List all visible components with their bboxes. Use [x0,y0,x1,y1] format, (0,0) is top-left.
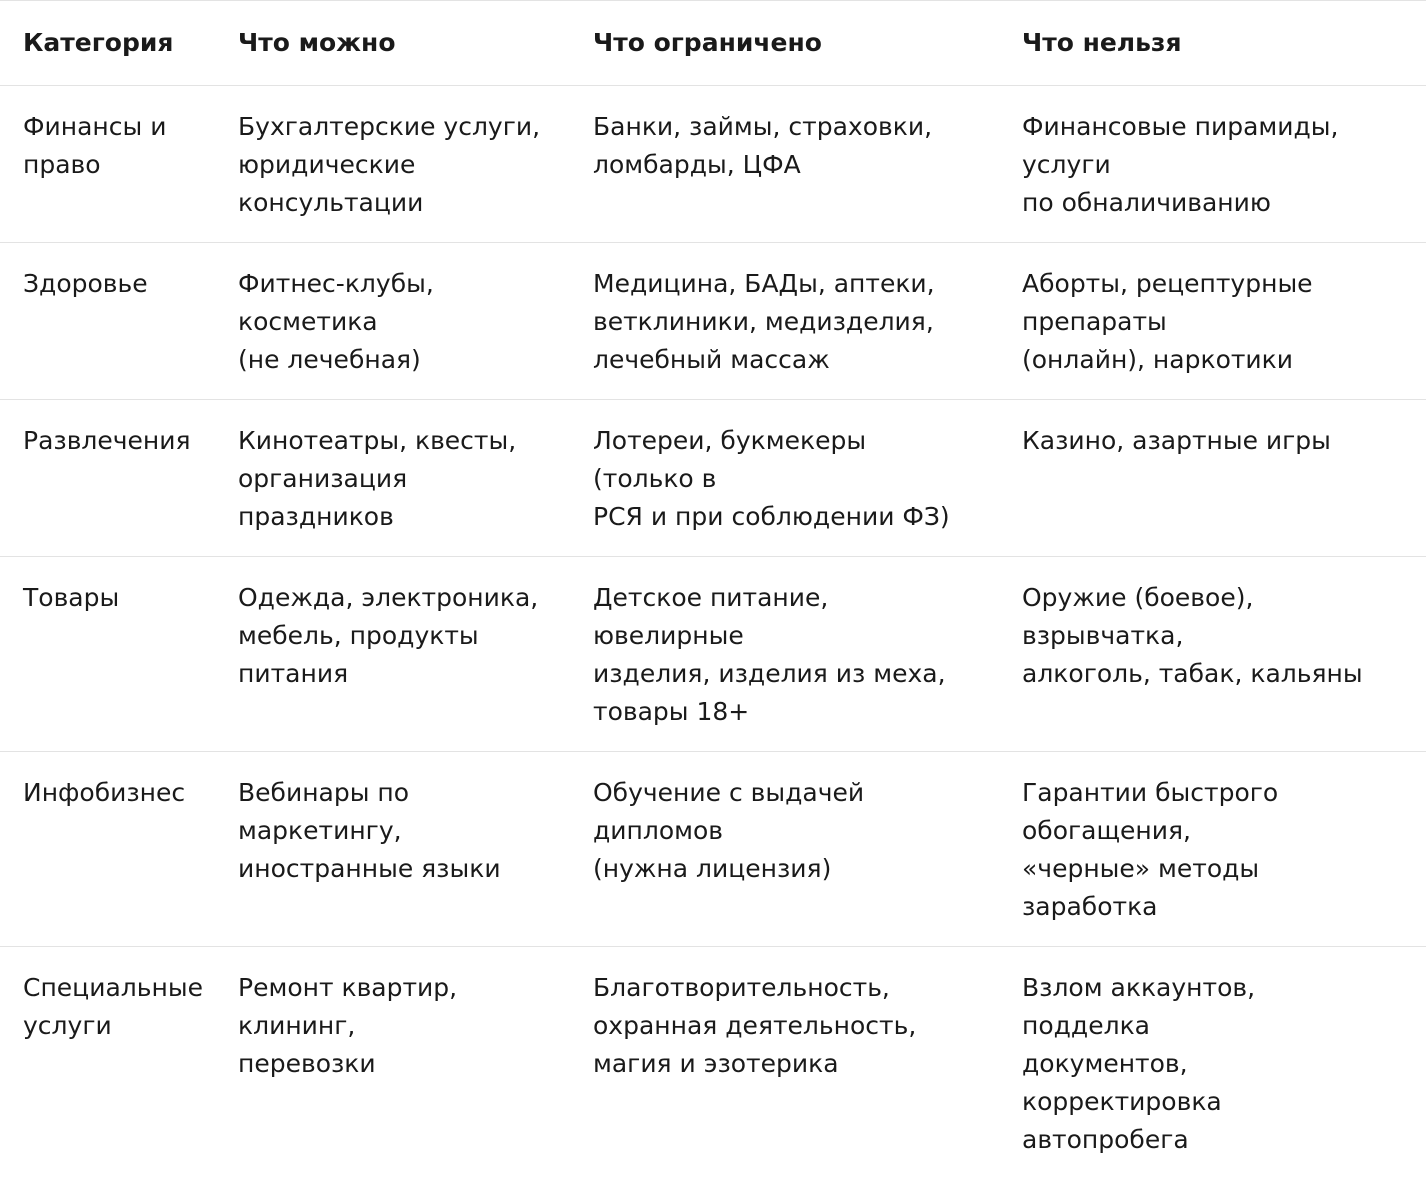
cell-text-line: Товары [23,582,120,612]
cell-allowed [238,946,593,1179]
cell-text-line: Специальные [23,972,203,1002]
cell-forbidden [1022,751,1426,946]
cell-text-line: Бухгалтерские услуги, [238,111,541,141]
cell-text-line: препараты [1022,306,1167,336]
cell-text-line: услуги [1022,149,1111,179]
cell-text-line: подделка [1022,1010,1150,1040]
cell-text-line: автопробега [1022,1124,1189,1154]
cell-category [0,556,238,751]
cell-text-line: по обналичиванию [1022,187,1271,217]
cell-text-line: (нужна лицензия) [593,853,832,883]
cell-text-line: Аборты, рецептурные [1022,268,1313,298]
header-category: Категория [23,28,174,57]
cell-text-line: услуги [23,1010,112,1040]
cell-text-line: дипломов [593,815,724,845]
cell-forbidden [1022,85,1426,242]
cell-text-line: Казино, азартные игры [1022,425,1331,455]
cell-forbidden [1022,556,1426,751]
cell-text-line: Финансовые пирамиды, [1022,111,1339,141]
cell-text-line: Детское питание, [593,582,829,612]
cell-allowed [238,751,593,946]
cell-text-line: право [23,149,101,179]
cell-category [0,751,238,946]
cell-allowed [238,399,593,556]
cell-text-line: консультации [238,187,424,217]
cell-text-line: ветклиники, медизделия, [593,306,934,336]
cell-text-line: Медицина, БАДы, аптеки, [593,268,935,298]
cell-text-line: (онлайн), наркотики [1022,344,1294,374]
table-body [0,85,1426,1179]
cell-text-line: Одежда, электроника, [238,582,539,612]
cell-restricted [593,85,1022,242]
table-header-row [0,1,1426,85]
cell-category [0,399,238,556]
cell-category [0,242,238,399]
table-row [0,242,1426,399]
cell-text-line: Лотереи, букмекеры [593,425,867,455]
cell-text-line: праздников [238,501,394,531]
header-forbidden: Что нельзя [1022,28,1182,57]
table-row [0,85,1426,242]
cell-text-line: Финансы и [23,111,167,141]
cell-text-line: Кинотеатры, квесты, [238,425,517,455]
cell-text-line: Оружие (боевое), [1022,582,1254,612]
cell-text-line: взрывчатка, [1022,620,1184,650]
cell-text-line: изделия, изделия из меха, [593,658,946,688]
cell-text-line: косметика [238,306,378,336]
cell-allowed [238,242,593,399]
table-row [0,556,1426,751]
cell-restricted [593,399,1022,556]
cell-text-line: лечебный массаж [593,344,830,374]
cell-category [0,85,238,242]
cell-text-line: Здоровье [23,268,148,298]
cell-restricted [593,556,1022,751]
cell-text-line: Гарантии быстрого [1022,777,1279,807]
cell-forbidden [1022,399,1426,556]
header-allowed: Что можно [238,28,396,57]
table-row [0,399,1426,556]
cell-text-line: Обучение с выдачей [593,777,865,807]
cell-text-line: РСЯ и при соблюдении ФЗ) [593,501,950,531]
cell-text-line: Благотворительность, [593,972,890,1002]
cell-text-line: Инфобизнес [23,777,186,807]
cell-text-line: заработка [1022,891,1158,921]
cell-text-line: ювелирные [593,620,744,650]
cell-text-line: Развлечения [23,425,191,455]
cell-text-line: маркетингу, [238,815,402,845]
cell-allowed [238,556,593,751]
cell-restricted [593,751,1022,946]
cell-text-line: (только в [593,463,717,493]
cell-text-line: Банки, займы, страховки, [593,111,933,141]
cell-text-line: Взлом аккаунтов, [1022,972,1256,1002]
cell-text-line: Вебинары по [238,777,410,807]
cell-text-line: ломбарды, ЦФА [593,149,801,179]
cell-text-line: корректировка [1022,1086,1222,1116]
cell-text-line: алкоголь, табак, кальяны [1022,658,1363,688]
cell-forbidden [1022,242,1426,399]
cell-text-line: иностранные языки [238,853,501,883]
cell-restricted [593,946,1022,1179]
header-restricted: Что ограничено [593,28,822,57]
cell-category [0,946,238,1179]
cell-text-line: перевозки [238,1048,376,1078]
cell-text-line: мебель, продукты [238,620,479,650]
cell-text-line: документов, [1022,1048,1188,1078]
cell-text-line: (не лечебная) [238,344,421,374]
cell-forbidden [1022,946,1426,1179]
cell-text-line: Фитнес-клубы, [238,268,434,298]
cell-text-line: «черные» методы [1022,853,1260,883]
cell-text-line: питания [238,658,349,688]
table-row [0,946,1426,1179]
cell-text-line: магия и эзотерика [593,1048,839,1078]
cell-restricted [593,242,1022,399]
cell-text-line: клининг, [238,1010,356,1040]
category-table [0,1,1426,1179]
cell-text-line: товары 18+ [593,696,750,726]
cell-text-line: Ремонт квартир, [238,972,458,1002]
cell-text-line: охранная деятельность, [593,1010,917,1040]
cell-text-line: обогащения, [1022,815,1191,845]
cell-text-line: юридические [238,149,416,179]
cell-allowed [238,85,593,242]
table-row [0,751,1426,946]
cell-text-line: организация [238,463,408,493]
